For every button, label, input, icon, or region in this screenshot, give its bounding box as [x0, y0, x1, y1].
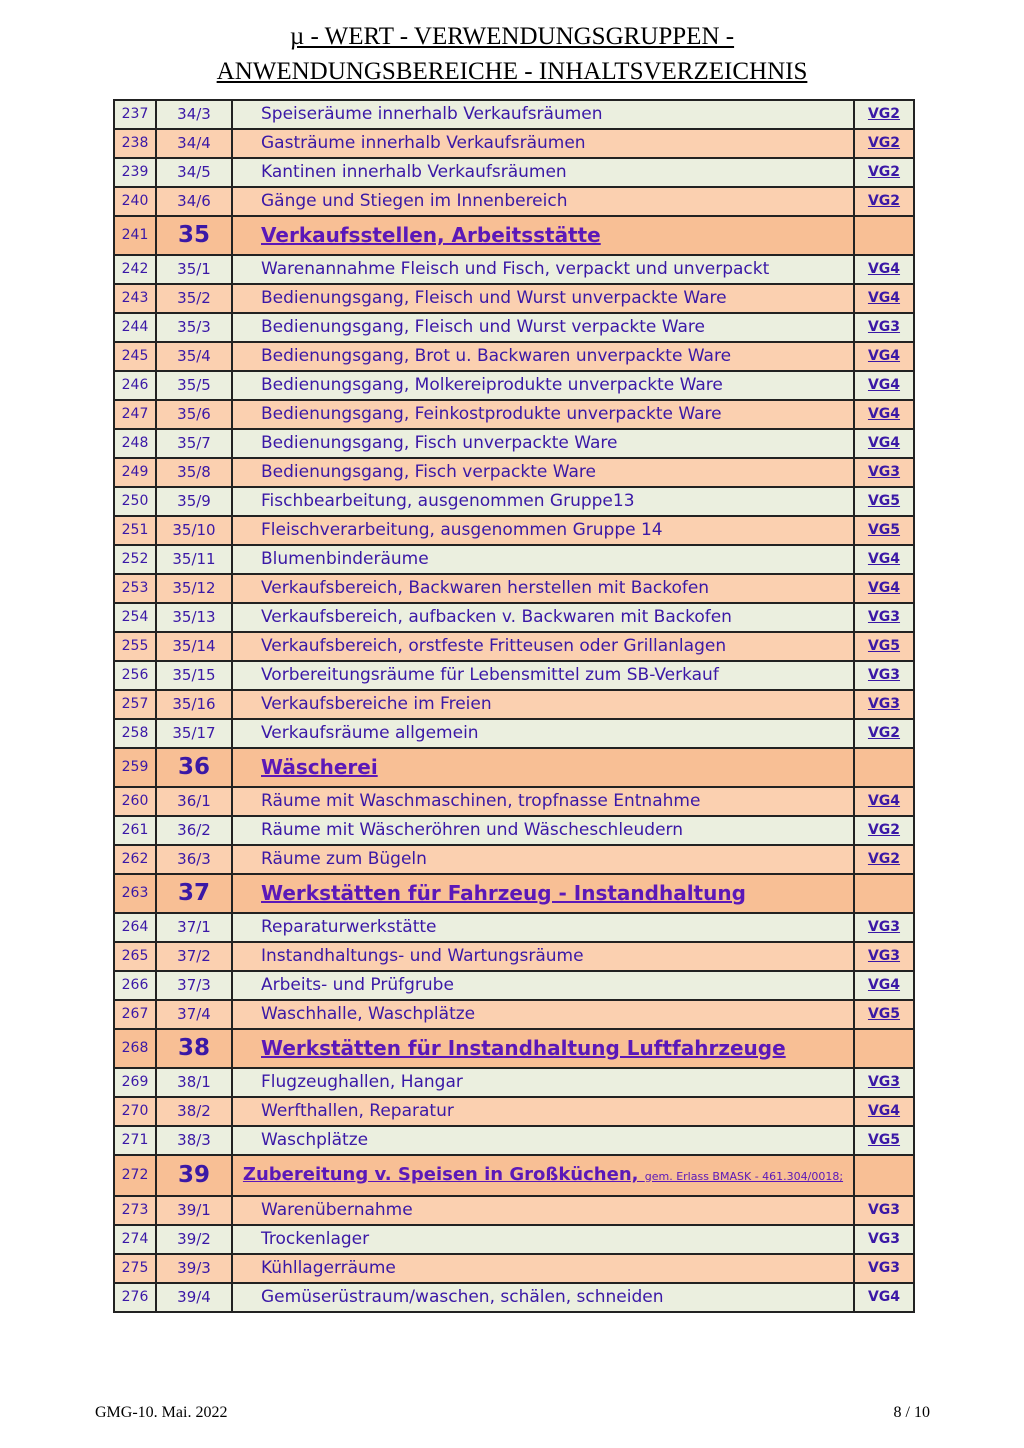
vg-cell: [854, 487, 914, 516]
row-number: 255: [114, 632, 156, 661]
row-number: 244: [114, 313, 156, 342]
vg-cell: [854, 971, 914, 1000]
vg-link[interactable]: VG4: [867, 1103, 901, 1119]
row-number: 256: [114, 661, 156, 690]
table-row: [114, 342, 914, 371]
footer-page-number: 8 / 10: [893, 1404, 930, 1421]
item-code: 35/1: [156, 255, 232, 284]
vg-link[interactable]: VG3: [867, 319, 901, 335]
item-code: 35/3: [156, 313, 232, 342]
vg-cell: [854, 748, 914, 787]
row-number: 253: [114, 574, 156, 603]
vg-cell: [854, 429, 914, 458]
vg-cell: [854, 1196, 914, 1225]
item-code: 39/1: [156, 1196, 232, 1225]
vg-link[interactable]: VG4: [867, 435, 901, 451]
vg-link[interactable]: VG2: [867, 193, 901, 209]
vg-link[interactable]: VG2: [867, 135, 901, 151]
table-row: [114, 1126, 914, 1155]
item-description: Waschplätze: [232, 1126, 854, 1155]
row-number: 246: [114, 371, 156, 400]
group-header-row: [114, 216, 914, 255]
table-row: [114, 971, 914, 1000]
vg-cell: [854, 516, 914, 545]
row-number: 263: [114, 874, 156, 913]
vg-link: VG3: [867, 1231, 901, 1247]
table-row: [114, 100, 914, 129]
vg-cell: [854, 816, 914, 845]
vg-link: VG3: [867, 1260, 901, 1276]
item-description: Warenübernahme: [232, 1196, 854, 1225]
table-row: [114, 1283, 914, 1312]
table-row: [114, 371, 914, 400]
item-code: 36/3: [156, 845, 232, 874]
group-code: 38: [156, 1029, 232, 1068]
vg-link[interactable]: VG4: [867, 793, 901, 809]
vg-link[interactable]: VG5: [867, 1006, 901, 1022]
row-number: 241: [114, 216, 156, 255]
item-code: 35/10: [156, 516, 232, 545]
vg-cell: [854, 942, 914, 971]
item-description: Blumenbinderäume: [232, 545, 854, 574]
vg-link[interactable]: VG4: [867, 580, 901, 596]
row-number: 261: [114, 816, 156, 845]
table-row: [114, 1000, 914, 1029]
vg-link[interactable]: VG4: [867, 977, 901, 993]
item-code: 37/4: [156, 1000, 232, 1029]
item-description: Verkaufsbereich, orstfeste Fritteusen oder Grillanlagen: [232, 632, 854, 661]
vg-cell: [854, 661, 914, 690]
item-description: Waschhalle, Waschplätze: [232, 1000, 854, 1029]
item-description: Flugzeughallen, Hangar: [232, 1068, 854, 1097]
group-code: 37: [156, 874, 232, 913]
row-number: 247: [114, 400, 156, 429]
item-description: Bedienungsgang, Feinkostprodukte unverpackte Ware: [232, 400, 854, 429]
index-table-body: [114, 100, 914, 1312]
table-row: [114, 913, 914, 942]
group-title: Werkstätten für Fahrzeug - Instandhaltung: [261, 881, 746, 905]
vg-cell: [854, 100, 914, 129]
vg-cell: [854, 1097, 914, 1126]
table-row: [114, 545, 914, 574]
vg-cell: [854, 1029, 914, 1068]
item-code: 35/14: [156, 632, 232, 661]
item-description: Verkaufsbereich, aufbacken v. Backwaren mit Backofen: [232, 603, 854, 632]
table-row: [114, 1196, 914, 1225]
table-row: [114, 690, 914, 719]
item-description: Räume zum Bügeln: [232, 845, 854, 874]
group-code: 35: [156, 216, 232, 255]
table-row: [114, 719, 914, 748]
vg-cell: [854, 400, 914, 429]
row-number: 240: [114, 187, 156, 216]
row-number: 239: [114, 158, 156, 187]
item-code: 36/2: [156, 816, 232, 845]
row-number: 242: [114, 255, 156, 284]
item-code: 38/3: [156, 1126, 232, 1155]
vg-link: VG3: [867, 1202, 901, 1218]
item-description: Bedienungsgang, Molkereiprodukte unverpackte Ware: [232, 371, 854, 400]
table-row: [114, 816, 914, 845]
item-code: 34/5: [156, 158, 232, 187]
table-row: [114, 313, 914, 342]
table-row: [114, 187, 914, 216]
vg-link[interactable]: VG5: [867, 638, 901, 654]
table-row: [114, 429, 914, 458]
vg-cell: [854, 845, 914, 874]
item-code: 37/2: [156, 942, 232, 971]
vg-cell: [854, 719, 914, 748]
vg-link[interactable]: VG3: [867, 609, 901, 625]
group-title: Verkaufsstellen, Arbeitsstätte: [261, 223, 601, 247]
group-title-link[interactable]: [232, 874, 854, 913]
row-number: 266: [114, 971, 156, 1000]
item-code: 35/17: [156, 719, 232, 748]
table-row: [114, 1068, 914, 1097]
vg-cell: [854, 603, 914, 632]
group-code: 36: [156, 748, 232, 787]
item-description: Bedienungsgang, Fleisch und Wurst unverpackte Ware: [232, 284, 854, 313]
row-number: 237: [114, 100, 156, 129]
vg-cell: [854, 1068, 914, 1097]
vg-cell: [854, 284, 914, 313]
row-number: 270: [114, 1097, 156, 1126]
row-number: 259: [114, 748, 156, 787]
vg-link[interactable]: VG4: [867, 551, 901, 567]
vg-link[interactable]: VG4: [867, 377, 901, 393]
group-title-link[interactable]: [232, 748, 854, 787]
group-note: gem. Erlass BMASK - 461.304/0018;: [644, 1170, 844, 1183]
item-code: 38/1: [156, 1068, 232, 1097]
table-row: [114, 1097, 914, 1126]
vg-cell: [854, 1000, 914, 1029]
item-code: 35/13: [156, 603, 232, 632]
vg-link[interactable]: VG3: [867, 667, 901, 683]
vg-link[interactable]: VG2: [867, 851, 901, 867]
vg-cell: [854, 1126, 914, 1155]
row-number: 262: [114, 845, 156, 874]
vg-cell: [854, 129, 914, 158]
item-description: Verkaufsräume allgemein: [232, 719, 854, 748]
group-title-link[interactable]: [232, 1155, 854, 1196]
page-title-line2: ANWENDUNGSBEREICHE - INHALTSVERZEICHNIS: [216, 58, 808, 85]
vg-cell: [854, 1283, 914, 1312]
item-description: Arbeits- und Prüfgrube: [232, 971, 854, 1000]
row-number: 276: [114, 1283, 156, 1312]
row-number: 252: [114, 545, 156, 574]
index-table: [113, 99, 915, 1313]
vg-cell: [854, 158, 914, 187]
item-code: 35/5: [156, 371, 232, 400]
item-description: Bedienungsgang, Fleisch und Wurst verpackte Ware: [232, 313, 854, 342]
item-description: Warenannahme Fleisch und Fisch, verpackt und unverpackt: [232, 255, 854, 284]
item-description: Verkaufsbereiche im Freien: [232, 690, 854, 719]
row-number: 265: [114, 942, 156, 971]
table-row: [114, 787, 914, 816]
table-row: [114, 574, 914, 603]
table-row: [114, 942, 914, 971]
vg-link: VG4: [867, 1289, 901, 1305]
table-row: [114, 158, 914, 187]
item-description: Trockenlager: [232, 1225, 854, 1254]
vg-link[interactable]: VG2: [867, 106, 901, 122]
group-title: Wäscherei: [261, 755, 378, 779]
table-row: [114, 632, 914, 661]
item-description: Kühllagerräume: [232, 1254, 854, 1283]
row-number: 268: [114, 1029, 156, 1068]
table-row: [114, 129, 914, 158]
row-number: 264: [114, 913, 156, 942]
row-number: 258: [114, 719, 156, 748]
vg-cell: [854, 371, 914, 400]
item-description: Kantinen innerhalb Verkaufsräumen: [232, 158, 854, 187]
group-header-row: [114, 874, 914, 913]
row-number: 274: [114, 1225, 156, 1254]
item-code: 35/2: [156, 284, 232, 313]
vg-link[interactable]: VG5: [867, 522, 901, 538]
item-code: 35/15: [156, 661, 232, 690]
table-row: [114, 1254, 914, 1283]
item-code: 35/9: [156, 487, 232, 516]
group-title-link[interactable]: [232, 1029, 854, 1068]
vg-cell: [854, 187, 914, 216]
row-number: 267: [114, 1000, 156, 1029]
vg-link[interactable]: VG5: [867, 1132, 901, 1148]
vg-cell: [854, 1254, 914, 1283]
vg-link[interactable]: VG2: [867, 725, 901, 741]
item-description: Reparaturwerkstätte: [232, 913, 854, 942]
table-row: [114, 255, 914, 284]
item-description: Speiseräume innerhalb Verkaufsräumen: [232, 100, 854, 129]
page-title-line1: µ - WERT - VERWENDUNGSGRUPPEN -: [289, 23, 735, 50]
item-code: 34/6: [156, 187, 232, 216]
vg-cell: [854, 690, 914, 719]
item-code: 37/1: [156, 913, 232, 942]
item-code: 39/4: [156, 1283, 232, 1312]
group-header-row: [114, 1029, 914, 1068]
item-description: Räume mit Wäscheröhren und Wäscheschleudern: [232, 816, 854, 845]
item-description: Gasträume innerhalb Verkaufsräumen: [232, 129, 854, 158]
vg-cell: [854, 1155, 914, 1196]
vg-cell: [854, 913, 914, 942]
group-header-row: [114, 748, 914, 787]
vg-cell: [854, 342, 914, 371]
row-number: 248: [114, 429, 156, 458]
item-description: Instandhaltungs- und Wartungsräume: [232, 942, 854, 971]
vg-link[interactable]: VG3: [867, 696, 901, 712]
item-description: Gemüserüstraum/waschen, schälen, schneiden: [232, 1283, 854, 1312]
group-title-link[interactable]: [232, 216, 854, 255]
group-title: Werkstätten für Instandhaltung Luftfahrzeuge: [261, 1036, 786, 1060]
vg-link[interactable]: VG4: [867, 348, 901, 364]
item-code: 35/12: [156, 574, 232, 603]
vg-link[interactable]: VG5: [867, 493, 901, 509]
item-description: Fischbearbeitung, ausgenommen Gruppe13: [232, 487, 854, 516]
vg-cell: [854, 216, 914, 255]
vg-link[interactable]: VG3: [867, 948, 901, 964]
vg-link[interactable]: VG4: [867, 261, 901, 277]
row-number: 269: [114, 1068, 156, 1097]
item-description: Bedienungsgang, Brot u. Backwaren unverpackte Ware: [232, 342, 854, 371]
row-number: 249: [114, 458, 156, 487]
row-number: 275: [114, 1254, 156, 1283]
table-row: [114, 516, 914, 545]
table-row: [114, 661, 914, 690]
item-code: 36/1: [156, 787, 232, 816]
group-title: Zubereitung v. Speisen in Großküchen,: [242, 1164, 639, 1185]
item-code: 34/4: [156, 129, 232, 158]
vg-cell: [854, 632, 914, 661]
item-code: 35/11: [156, 545, 232, 574]
row-number: 271: [114, 1126, 156, 1155]
table-row: [114, 458, 914, 487]
table-row: [114, 400, 914, 429]
item-code: 35/4: [156, 342, 232, 371]
item-description: Bedienungsgang, Fisch verpackte Ware: [232, 458, 854, 487]
table-row: [114, 487, 914, 516]
row-number: 254: [114, 603, 156, 632]
table-row: [114, 845, 914, 874]
vg-cell: [854, 458, 914, 487]
vg-link[interactable]: VG4: [867, 406, 901, 422]
item-description: Gänge und Stiegen im Innenbereich: [232, 187, 854, 216]
row-number: 243: [114, 284, 156, 313]
item-code: 39/3: [156, 1254, 232, 1283]
table-row: [114, 1225, 914, 1254]
item-code: 35/7: [156, 429, 232, 458]
table-row: [114, 284, 914, 313]
vg-cell: [854, 574, 914, 603]
footer-date: GMG-10. Mai. 2022: [95, 1404, 228, 1421]
vg-cell: [854, 313, 914, 342]
vg-cell: [854, 874, 914, 913]
row-number: 260: [114, 787, 156, 816]
item-description: Vorbereitungsräume für Lebensmittel zum SB-Verkauf: [232, 661, 854, 690]
item-description: Bedienungsgang, Fisch unverpackte Ware: [232, 429, 854, 458]
item-code: 39/2: [156, 1225, 232, 1254]
vg-cell: [854, 1225, 914, 1254]
vg-cell: [854, 787, 914, 816]
row-number: 245: [114, 342, 156, 371]
vg-link[interactable]: VG3: [867, 919, 901, 935]
item-description: Werfthallen, Reparatur: [232, 1097, 854, 1126]
item-code: 35/16: [156, 690, 232, 719]
group-header-row: [114, 1155, 914, 1196]
vg-link[interactable]: VG2: [867, 822, 901, 838]
item-description: Verkaufsbereich, Backwaren herstellen mit Backofen: [232, 574, 854, 603]
item-description: Räume mit Waschmaschinen, tropfnasse Entnahme: [232, 787, 854, 816]
row-number: 250: [114, 487, 156, 516]
item-code: 38/2: [156, 1097, 232, 1126]
row-number: 273: [114, 1196, 156, 1225]
vg-link[interactable]: VG2: [867, 164, 901, 180]
row-number: 257: [114, 690, 156, 719]
row-number: 251: [114, 516, 156, 545]
row-number: 272: [114, 1155, 156, 1196]
vg-link[interactable]: VG4: [867, 290, 901, 306]
vg-cell: [854, 255, 914, 284]
table-row: [114, 603, 914, 632]
item-code: 35/6: [156, 400, 232, 429]
vg-link[interactable]: VG3: [867, 464, 901, 480]
item-code: 37/3: [156, 971, 232, 1000]
vg-link[interactable]: VG3: [867, 1074, 901, 1090]
item-code: 35/8: [156, 458, 232, 487]
item-code: 34/3: [156, 100, 232, 129]
group-code: 39: [156, 1155, 232, 1196]
item-description: Fleischverarbeitung, ausgenommen Gruppe 14: [232, 516, 854, 545]
vg-cell: [854, 545, 914, 574]
row-number: 238: [114, 129, 156, 158]
